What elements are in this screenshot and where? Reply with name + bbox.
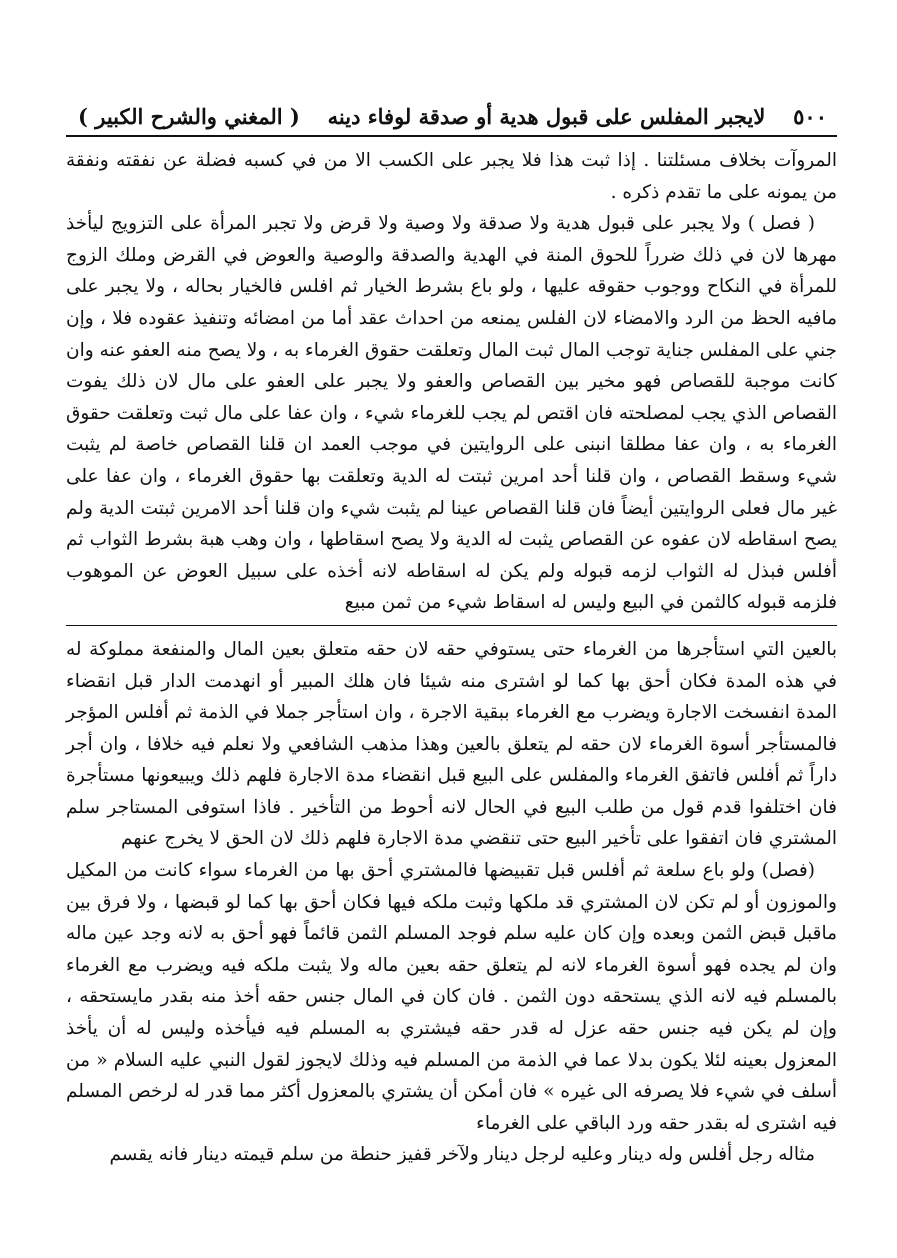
running-title: لايجبر المفلس على قبول هدية أو صدقة لوفاء دينه (327, 104, 766, 129)
main-text (66, 137, 837, 619)
commentary-paragraph-1: بالعين التي استأجرها من الغرماء حتى يستوفي حقه لان حقه متعلق بعين المال والمنفعة مملوكة له في هذه المدة فكان أحق بها كما لو اشترى منه شيئا فان هلك المبير أو انهدمت الدار قبل انقضاء المدة انفسخت الاجارة ويضرب مع الغرماء ببقية الاجرة ، وان استأجر جملا في الذمة ثم أفلس المؤجر فالمستأجر أسوة الغرماء لان حقه لم يتعلق بالعين وهذا مذهب الشافعي ولا نعلم فيه خلافا ، وان أجر داراً ثم أفلس فاتفق الغرماء والمفلس على البيع قبل انقضاء مدة الاجارة فلهم ذلك ويبيعونها مستأجرة فان اختلفوا قدم قول من طلب البيع في الحال لانه أحوط من التأخير . فاذا استوفى المستاجر سلم المشتري فان اتفقوا على تأخير البيع حتى تنقضي مدة الاجارة فلهم ذلك لان الحق لا يخرج عنهم (66, 638, 837, 850)
commentary-text (66, 634, 837, 1171)
book-title: ( المغني والشرح الكبير ) (78, 104, 300, 129)
page-header (66, 104, 837, 137)
page-number: ٥٠٠ (793, 104, 827, 129)
commentary-paragraph-2: (فصل) ولو باع سلعة ثم أفلس قبل تقبيضها فالمشتري أحق بها من الغرماء سواء كانت من المكيل والموزون أو لم تكن لان المشتري قد ملكها وثبت ملكه فيها فكان أحق بها كما لو قبضها ، ولا فرق بين ماقبل قبض الثمن وبعده وإن كان عليه سلم فوجد المسلم الثمن قائماً فهو أحق به لانه وجد عين ماله وان لم يجده فهو أسوة الغرماء لانه لم يتعلق حقه بعين ماله ولا يثبت ملكه فيه ويضرب مع الغرماء بالمسلم فيه لانه الذي يستحقه دون الثمن . فان كان في المال جنس حقه أخذ منه بقدر مايستحقه ، وإن لم يكن فيه جنس حقه عزل له قدر حقه فيشتري به المسلم فيه فيأخذه وليس له أن يأخذ المعزول بعينه لئلا يكون بدلا عما في الذمة من المسلم فيه وذلك لايجوز لقول النبي عليه السلام « من أسلف في شيء فلا يصرفه الى غيره » فان أمكن أن يشتري بالمعزول أكثر مما قدر له لرخص المسلم فيه اشترى له بقدر حقه ورد الباقي على الغرماء (66, 860, 837, 1134)
section-divider (66, 625, 837, 626)
commentary-paragraph-3: مثاله رجل أفلس وله دينار وعليه لرجل دينار ولآخر قفيز حنطة من سلم قيمته دينار فانه يقسم (109, 1144, 815, 1166)
main-paragraph-2: ( فصل ) ولا يجبر على قبول هدية ولا صدقة ولا وصية ولا قرض ولا تجبر المرأة على التزويج ليأخذ مهرها لان في ذلك ضرراً للحوق المنة في الهدية والصدقة والوصية والعوض في القرض وملك الزوج للمرأة في النكاح ووجوب حقوقه عليها ، ولو باع بشرط الخيار ثم افلس فالخيار بحاله ، ولا يجبر على مافيه الحظ من الرد والامضاء لان الفلس يمنعه من احداث عقد أما من امضائه وتنفيذ عقوده فلا ، وإن جني على المفلس جناية توجب المال ثبت المال وتعلقت حقوق الغرماء به ، ولا يصح منه العفو عنه وان كانت موجبة للقصاص فهو مخير بين القصاص والعفو ولا يجبر على العفو على مال لان ذلك يفوت القصاص الذي يجب لمصلحته فان اقتص لم يجب للغرماء شيء ، وان عفا على مال ثبت وتعلقت حقوق الغرماء به ، وان عفا مطلقا انبنى على الروايتين في موجب العمد ان قلنا القصاص خاصة لم يثبت شيء وسقط القصاص ، وان قلنا أحد امرين ثبتت له الدية وتعلقت بها حقوق الغرماء ، وان عفا على غير مال فعلى الروايتين أيضاً فان قلنا القصاص عينا لم يثبت شيء وان قلنا أحد الامرين ثبتت الدية ولم يصح اسقاطه لان عفوه عن القصاص يثبت له الدية ولا يصح اسقاطها ، وان وهب هبة بشرط الثواب ثم أفلس فبذل له الثواب لزمه قبوله ولم يكن له اسقاطه لانه أخذه على سبيل العوض عن الموهوب فلزمه قبوله كالثمن في البيع وليس له اسقاط شيء من ثمن مبيع (66, 213, 837, 614)
main-paragraph-1: المروآت بخلاف مسئلتنا . إذا ثبت هذا فلا يجبر على الكسب الا من في كسبه فضلة عن نفقته ونفقة من يمونه على ما تقدم ذكره . (66, 150, 837, 203)
